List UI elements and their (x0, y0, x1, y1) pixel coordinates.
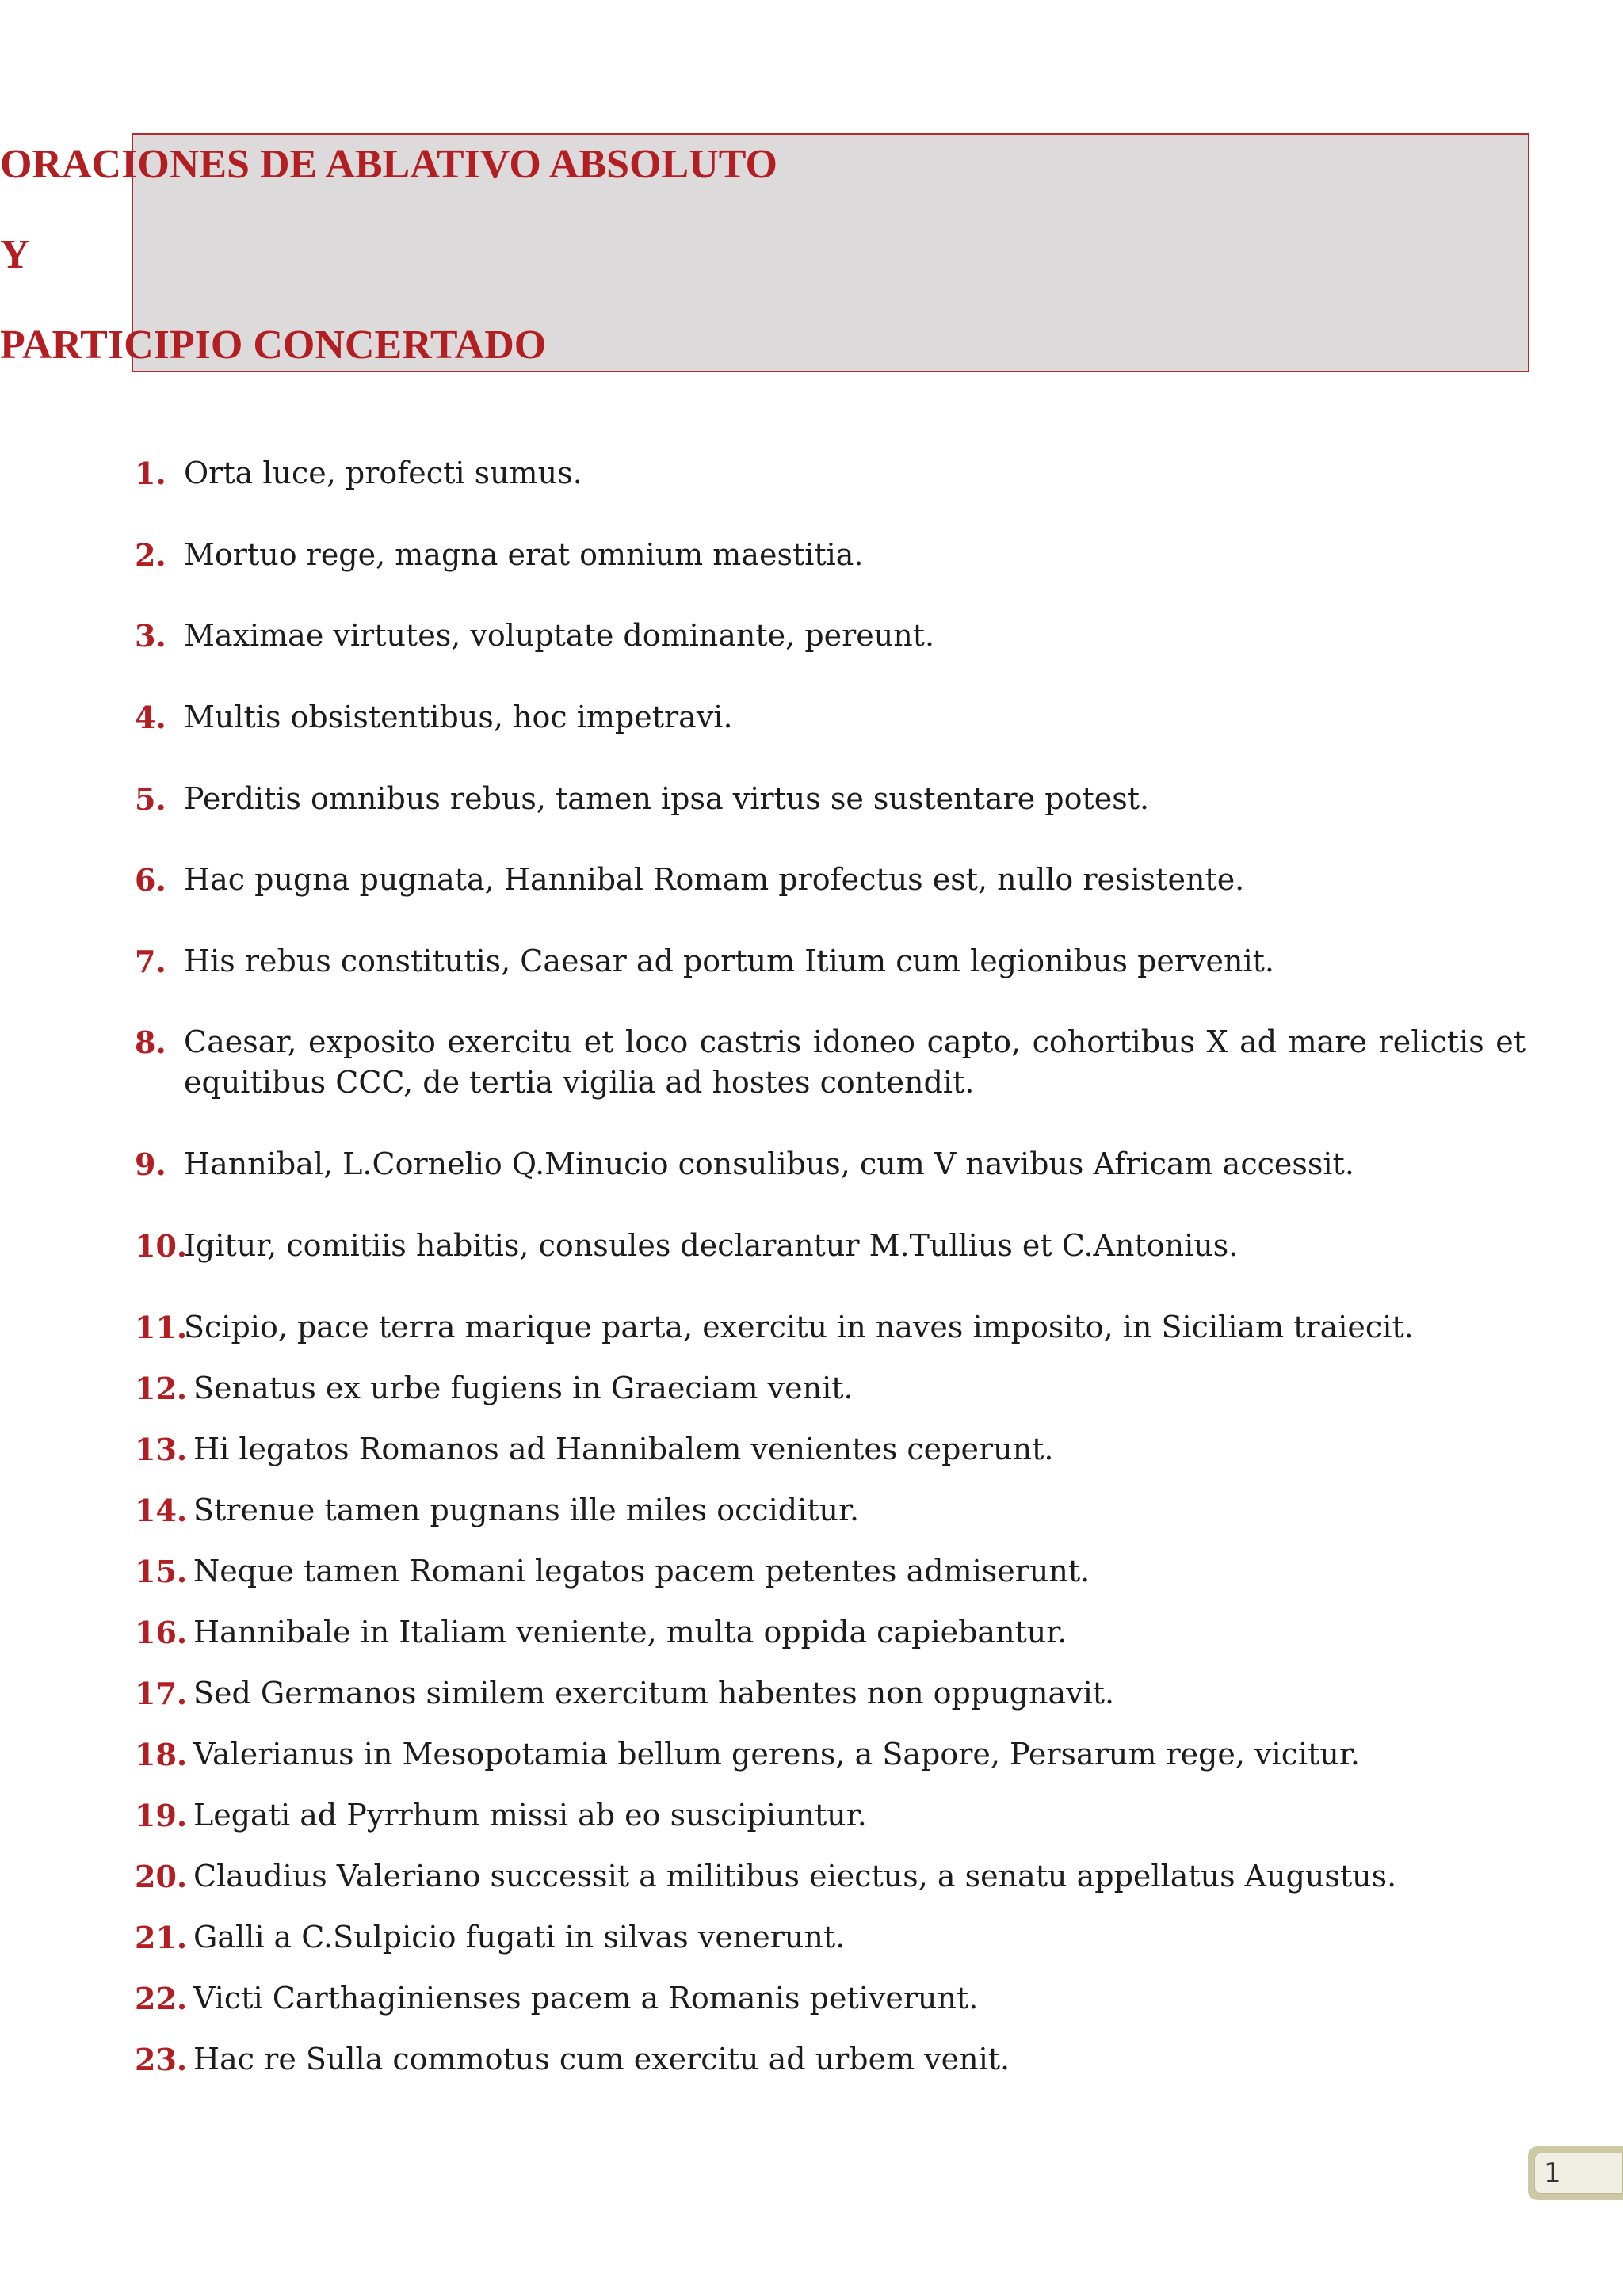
item-number: 11. (135, 1310, 188, 1345)
item-text: Scipio, pace terra marique parta, exercitu in naves imposito, in Siciliam traiecit. (184, 1310, 1414, 1344)
item-number: 9. (135, 1146, 166, 1182)
item-number: 5. (135, 781, 166, 817)
item-text: Multis obsistentibus, hoc impetravi. (184, 700, 733, 734)
item-number: 12. (135, 1371, 188, 1406)
item-text: Orta luce, profecti sumus. (184, 456, 582, 490)
page-title: ORACIONES DE ABLATIVO ABSOLUTO (0, 142, 777, 187)
item-text: Hac re Sulla commotus cum exercitu ad urbem venit. (193, 2042, 1010, 2077)
item-number: 7. (135, 944, 166, 979)
item-number: 17. (135, 1676, 188, 1711)
item-number: 13. (135, 1432, 188, 1467)
item-number: 16. (135, 1615, 188, 1650)
item-number: 1. (135, 456, 166, 491)
item-text: Sed Germanos similem exercitum habentes non oppugnavit. (193, 1676, 1115, 1711)
item-number: 23. (135, 2042, 188, 2077)
item-number: 4. (135, 700, 166, 735)
item-text: Hannibale in Italiam veniente, multa oppida capiebantur. (193, 1615, 1067, 1650)
item-text: Mortuo rege, magna erat omnium maestitia. (184, 537, 864, 572)
item-text: Hannibal, L.Cornelio Q.Minucio consulibus, cum V navibus Africam accessit. (184, 1146, 1354, 1181)
item-number: 3. (135, 618, 166, 654)
item-text: Victi Carthaginienses pacem a Romanis petiverunt. (193, 1981, 979, 2016)
item-number: 18. (135, 1737, 188, 1772)
item-number: 20. (135, 1859, 188, 1894)
page-subtitle: PARTICIPIO CONCERTADO (0, 322, 547, 368)
title-conjunction: Y (0, 232, 30, 277)
item-text: Galli a C.Sulpicio fugati in silvas venerunt. (193, 1920, 846, 1955)
item-text: Neque tamen Romani legatos pacem petentes admiserunt. (193, 1554, 1090, 1589)
item-number: 6. (135, 862, 166, 898)
item-number: 2. (135, 537, 166, 573)
item-number: 19. (135, 1798, 188, 1833)
item-text: Valerianus in Mesopotamia bellum gerens, a Sapore, Persarum rege, vicitur. (193, 1737, 1360, 1772)
page-number: 1 (1544, 2157, 1561, 2189)
item-text: Claudius Valeriano successit a militibus eiectus, a senatu appellatus Augustus. (193, 1859, 1397, 1894)
item-number: 22. (135, 1981, 188, 2016)
item-number: 8. (135, 1024, 166, 1060)
item-text: Hac pugna pugnata, Hannibal Romam profectus est, nullo resistente. (184, 862, 1245, 897)
item-number: 21. (135, 1920, 188, 1955)
item-text: His rebus constitutis, Caesar ad portum Itium cum legionibus pervenit. (184, 944, 1274, 978)
item-text: Perditis omnibus rebus, tamen ipsa virtus se sustentare potest. (184, 781, 1150, 816)
item-text: Hi legatos Romanos ad Hannibalem venientes ceperunt. (193, 1432, 1054, 1466)
item-number: 14. (135, 1493, 188, 1528)
item-number: 15. (135, 1554, 188, 1589)
item-text: Senatus ex urbe fugiens in Graeciam venit. (193, 1371, 854, 1405)
item-text: Legati ad Pyrrhum missi ab eo suscipiuntur. (193, 1798, 867, 1833)
item-text: Caesar, exposito exercitu et loco castris idoneo capto, cohortibus X ad mare relictis et equitibus CCC, de tertia vigilia ad hostes contendit. (184, 1024, 1526, 1100)
item-text: Igitur, comitiis habitis, consules declarantur M.Tullius et C.Antonius. (184, 1228, 1239, 1263)
item-text: Maximae virtutes, voluptate dominante, pereunt. (184, 618, 935, 653)
item-number: 10. (135, 1228, 188, 1264)
item-text: Strenue tamen pugnans ille miles occiditur. (193, 1493, 860, 1527)
